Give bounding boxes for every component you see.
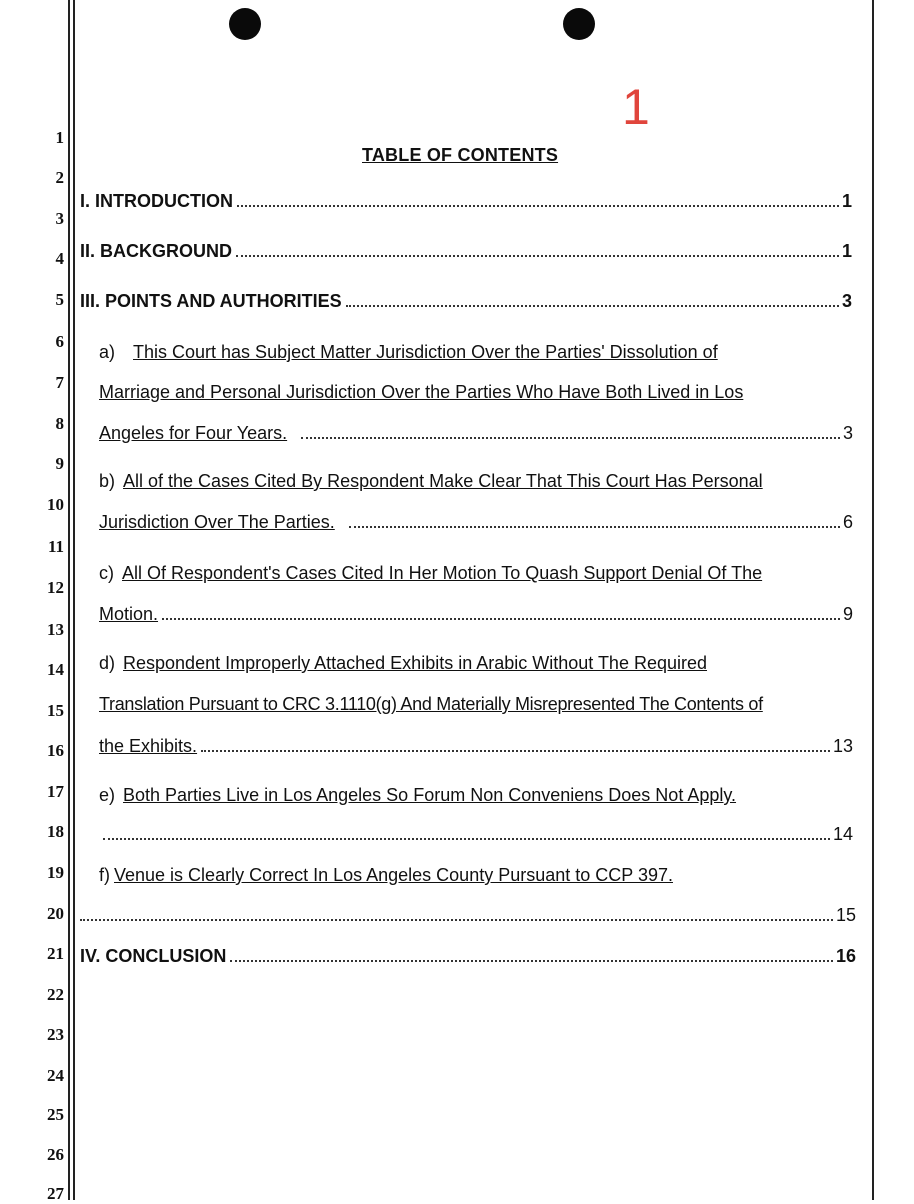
toc-subentry-d-line2[interactable] bbox=[99, 691, 763, 715]
toc-subentry-marker: b) bbox=[99, 471, 116, 491]
line-number: 12 bbox=[47, 578, 64, 597]
line-number: 25 bbox=[47, 1105, 64, 1124]
dot-leader bbox=[301, 437, 840, 439]
toc-entry-background[interactable] bbox=[80, 238, 852, 262]
page-annotation: 1 bbox=[622, 79, 650, 135]
toc-subentry-e-line1[interactable] bbox=[99, 782, 736, 806]
punch-hole-right bbox=[563, 8, 595, 40]
dot-leader bbox=[236, 255, 839, 257]
toc-page-number: 3 bbox=[841, 291, 852, 311]
line-number: 27 bbox=[47, 1184, 64, 1203]
line-number: 3 bbox=[55, 209, 64, 228]
line-number: 17 bbox=[47, 782, 64, 801]
toc-subentry-text: All Of Respondent's Cases Cited In Her Motion To Quash Support Denial Of The bbox=[122, 563, 763, 583]
toc-subentry-marker: d) bbox=[99, 653, 116, 673]
toc-subentry-text: Jurisdiction Over The Parties. bbox=[99, 512, 335, 532]
toc-page-number: 14 bbox=[832, 824, 853, 844]
line-number: 23 bbox=[47, 1025, 64, 1044]
toc-subentry-text: Both Parties Live in Los Angeles So Forum Non Conveniens Does Not Apply. bbox=[123, 785, 737, 805]
toc-subentry-text: This Court has Subject Matter Jurisdiction Over the Parties' Dissolution of bbox=[133, 342, 718, 362]
toc-subentry-text: Venue is Clearly Correct In Los Angeles County Pursuant to CCP 397. bbox=[114, 865, 673, 885]
dot-leader bbox=[346, 305, 839, 307]
line-number: 19 bbox=[47, 863, 64, 882]
dot-leader bbox=[237, 205, 839, 207]
left-margin-rule-inner bbox=[73, 0, 75, 1200]
toc-subentry-a-line3[interactable] bbox=[99, 420, 853, 444]
toc-subentry-text: Motion. bbox=[99, 604, 159, 624]
line-number: 4 bbox=[55, 249, 64, 268]
toc-subentry-b-line1[interactable] bbox=[99, 468, 763, 492]
toc-subentry-c-line1[interactable] bbox=[99, 560, 762, 584]
toc-subentry-marker: f) bbox=[99, 865, 110, 885]
line-number: 5 bbox=[55, 290, 64, 309]
line-number: 21 bbox=[47, 944, 64, 963]
toc-subentry-marker: c) bbox=[99, 563, 114, 583]
toc-entry-label: II. BACKGROUND bbox=[80, 241, 232, 261]
toc-subentry-c-line2[interactable] bbox=[99, 601, 853, 625]
toc-subentry-text: All of the Cases Cited By Respondent Make Clear That This Court Has Personal bbox=[123, 471, 763, 491]
toc-page-number: 3 bbox=[842, 423, 853, 443]
dot-leader bbox=[103, 838, 830, 840]
toc-subentry-text: the Exhibits. bbox=[99, 736, 198, 756]
line-number: 16 bbox=[47, 741, 64, 760]
toc-page-number: 15 bbox=[835, 905, 856, 925]
toc-subentry-d-line1[interactable] bbox=[99, 650, 707, 674]
toc-subentry-f-line1[interactable] bbox=[99, 862, 673, 886]
line-number: 10 bbox=[47, 495, 64, 514]
line-number: 20 bbox=[47, 904, 64, 923]
toc-subentry-text: Respondent Improperly Attached Exhibits in Arabic Without The Required bbox=[123, 653, 708, 673]
line-number: 7 bbox=[55, 373, 64, 392]
toc-page-number: 9 bbox=[842, 604, 853, 624]
toc-subentry-f-leader[interactable] bbox=[80, 902, 856, 926]
toc-entry-label: III. POINTS AND AUTHORITIES bbox=[80, 291, 342, 311]
toc-subentry-marker: e) bbox=[99, 785, 116, 805]
toc-page-number: 1 bbox=[841, 241, 852, 261]
toc-subentry-text: Angeles for Four Years. bbox=[99, 423, 288, 443]
line-number: 15 bbox=[47, 701, 64, 720]
dot-leader bbox=[80, 919, 833, 921]
toc-entry-label: I. INTRODUCTION bbox=[80, 191, 233, 211]
toc-title: TABLE OF CONTENTS bbox=[362, 145, 559, 165]
toc-entry-label: IV. CONCLUSION bbox=[80, 946, 227, 966]
line-number: 24 bbox=[47, 1066, 64, 1085]
toc-subentry-b-line2[interactable] bbox=[99, 509, 853, 533]
line-number: 13 bbox=[47, 620, 64, 639]
line-number: 1 bbox=[55, 128, 64, 147]
line-number: 11 bbox=[47, 537, 64, 556]
line-number: 14 bbox=[47, 660, 64, 679]
dot-leader bbox=[230, 960, 833, 962]
dot-leader bbox=[162, 618, 840, 620]
line-number: 22 bbox=[47, 985, 64, 1004]
toc-entry-introduction[interactable] bbox=[80, 188, 852, 212]
dot-leader bbox=[201, 750, 830, 752]
toc-subentry-text: Marriage and Personal Jurisdiction Over the Parties Who Have Both Lived in Los bbox=[99, 382, 744, 402]
toc-page-number: 16 bbox=[835, 946, 856, 966]
line-number: 26 bbox=[47, 1145, 64, 1164]
toc-entry-points-and-authorities[interactable] bbox=[80, 288, 852, 312]
toc-subentry-a-line1[interactable] bbox=[99, 339, 718, 363]
left-margin-rule-outer bbox=[68, 0, 70, 1200]
toc-subentry-d-line3[interactable] bbox=[99, 733, 853, 757]
line-number: 2 bbox=[55, 168, 64, 187]
toc-subentry-marker: a) bbox=[99, 342, 116, 362]
line-number: 6 bbox=[55, 332, 64, 351]
toc-entry-conclusion[interactable] bbox=[80, 943, 856, 967]
dot-leader bbox=[349, 526, 840, 528]
toc-subentry-a-line2[interactable] bbox=[99, 379, 743, 403]
toc-subentry-e-leader[interactable] bbox=[103, 821, 853, 845]
toc-subentry-text: Translation Pursuant to CRC 3.1110(g) And Materially Misrepresented The Contents of bbox=[99, 694, 763, 714]
line-number: 8 bbox=[55, 414, 64, 433]
toc-page-number: 6 bbox=[842, 512, 853, 532]
toc-page-number: 13 bbox=[832, 736, 853, 756]
right-margin-rule bbox=[872, 0, 874, 1200]
punch-hole-left bbox=[229, 8, 261, 40]
toc-page-number: 1 bbox=[841, 191, 852, 211]
line-number: 18 bbox=[47, 822, 64, 841]
line-number: 9 bbox=[55, 454, 64, 473]
